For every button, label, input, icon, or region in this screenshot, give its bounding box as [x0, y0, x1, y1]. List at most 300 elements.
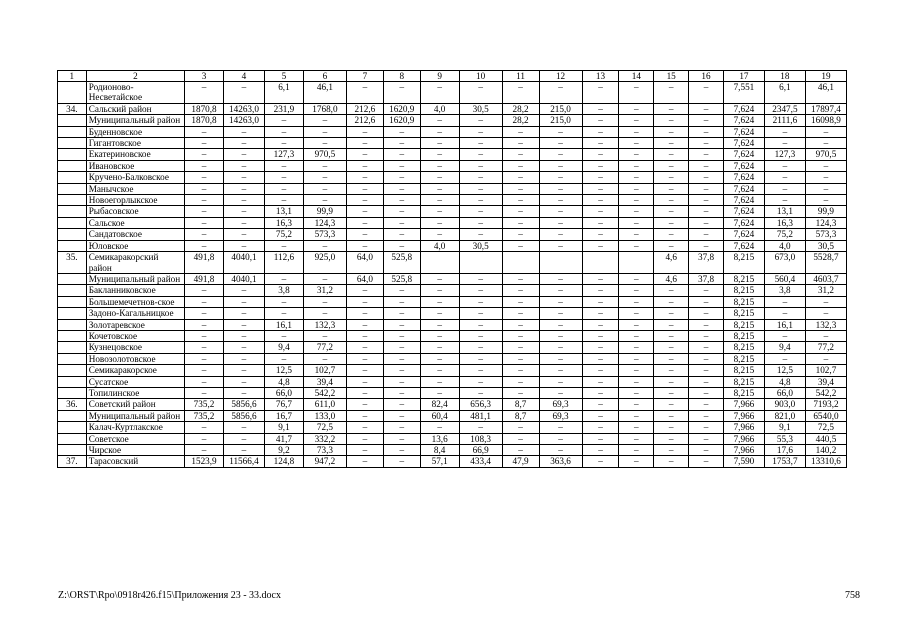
table-cell: 7,966 — [723, 422, 764, 433]
table-cell: 75,2 — [764, 229, 805, 240]
table-row — [58, 103, 847, 114]
table-cell: – — [459, 387, 502, 398]
table-cell: – — [185, 296, 224, 307]
table-row — [58, 115, 847, 126]
table-cell — [58, 296, 87, 307]
table-row — [58, 308, 847, 319]
table-cell: – — [185, 365, 224, 376]
table-cell: – — [582, 456, 619, 467]
table-cell: – — [689, 342, 724, 353]
table-cell: – — [185, 285, 224, 296]
table-cell — [58, 195, 87, 206]
table-cell: 140,2 — [805, 445, 846, 456]
table-cell: – — [185, 126, 224, 137]
header-cell: 10 — [459, 71, 502, 82]
table-cell: – — [459, 160, 502, 171]
row-name-cell: Манычское — [86, 183, 184, 194]
table-cell: – — [619, 240, 654, 251]
row-name-cell: Рыбасовское — [86, 206, 184, 217]
table-cell: 31,2 — [303, 285, 346, 296]
table-cell: 363,6 — [539, 456, 582, 467]
table-cell: – — [383, 376, 420, 387]
table-cell: – — [185, 160, 224, 171]
table-cell: – — [654, 399, 689, 410]
table-cell: – — [383, 342, 420, 353]
table-cell: – — [346, 365, 383, 376]
table-cell: 1753,7 — [764, 456, 805, 467]
table-row — [58, 410, 847, 421]
table-cell: 60,4 — [420, 410, 459, 421]
table-cell: – — [502, 126, 539, 137]
table-cell — [58, 206, 87, 217]
table-cell: – — [619, 160, 654, 171]
table-cell: 8,215 — [723, 353, 764, 364]
table-cell: 3,8 — [764, 285, 805, 296]
table-cell: 4040,1 — [223, 273, 264, 284]
table-cell: – — [383, 353, 420, 364]
table-cell: – — [689, 353, 724, 364]
table-cell: 7,624 — [723, 183, 764, 194]
table-cell: – — [582, 183, 619, 194]
table-cell: – — [420, 229, 459, 240]
table-cell: – — [619, 126, 654, 137]
table-cell: – — [539, 296, 582, 307]
table-cell: – — [502, 387, 539, 398]
table-cell: – — [764, 183, 805, 194]
table-cell: – — [459, 296, 502, 307]
table-cell: – — [223, 365, 264, 376]
table-cell: – — [689, 82, 724, 104]
table-cell: – — [420, 422, 459, 433]
table-cell: 112,6 — [264, 252, 303, 274]
table-cell: 6,1 — [264, 82, 303, 104]
table-cell: – — [459, 365, 502, 376]
table-cell: – — [502, 422, 539, 433]
table-cell: – — [582, 399, 619, 410]
table-cell: – — [185, 82, 224, 104]
table-cell: – — [185, 195, 224, 206]
table-cell: – — [264, 195, 303, 206]
table-cell: 821,0 — [764, 410, 805, 421]
table-cell: – — [654, 183, 689, 194]
table-cell: 8,215 — [723, 365, 764, 376]
table-cell: – — [619, 353, 654, 364]
row-name-cell: Тарасовский — [86, 456, 184, 467]
table-cell: – — [185, 138, 224, 149]
table-cell: – — [654, 410, 689, 421]
table-cell: – — [459, 183, 502, 194]
table-cell: – — [223, 387, 264, 398]
table-cell: – — [264, 160, 303, 171]
table-cell: 6540,0 — [805, 410, 846, 421]
table-cell: – — [264, 240, 303, 251]
row-name-cell: Сусатское — [86, 376, 184, 387]
table-cell: – — [582, 319, 619, 330]
table-cell: – — [502, 229, 539, 240]
table-cell: 14263,0 — [223, 115, 264, 126]
row-name-cell: Чирское — [86, 445, 184, 456]
table-cell: – — [582, 365, 619, 376]
table-cell: – — [654, 160, 689, 171]
table-cell: – — [383, 217, 420, 228]
table-cell: – — [502, 160, 539, 171]
table-cell: – — [654, 433, 689, 444]
table-row — [58, 206, 847, 217]
table-cell: 16,7 — [264, 410, 303, 421]
table-cell: – — [185, 183, 224, 194]
row-name-cell: Родионово-Несветайское — [86, 82, 184, 104]
table-cell — [539, 252, 582, 274]
table-row — [58, 252, 847, 274]
table-row — [58, 433, 847, 444]
table-cell: 36. — [58, 399, 87, 410]
table-cell: – — [539, 365, 582, 376]
table-cell: – — [346, 342, 383, 353]
table-cell: – — [502, 149, 539, 160]
table-cell: 542,2 — [805, 387, 846, 398]
table-cell: 8,215 — [723, 285, 764, 296]
table-cell: – — [764, 138, 805, 149]
table-row — [58, 149, 847, 160]
table-body — [58, 82, 847, 468]
table-cell: – — [654, 115, 689, 126]
table-cell: – — [420, 342, 459, 353]
table-cell: – — [764, 353, 805, 364]
table-cell: 4,8 — [764, 376, 805, 387]
table-cell: – — [346, 217, 383, 228]
table-cell: – — [303, 296, 346, 307]
table-cell — [58, 172, 87, 183]
table-cell: – — [539, 308, 582, 319]
table-cell: – — [346, 172, 383, 183]
table-cell: – — [459, 82, 502, 104]
table-cell: – — [689, 229, 724, 240]
table-cell: – — [420, 126, 459, 137]
table-cell: 16,3 — [764, 217, 805, 228]
header-cell: 8 — [383, 71, 420, 82]
table-header-row — [58, 71, 847, 82]
table-cell: – — [383, 160, 420, 171]
table-cell: – — [223, 342, 264, 353]
table-cell: – — [539, 126, 582, 137]
table-cell: – — [764, 172, 805, 183]
table-cell: – — [264, 330, 303, 341]
table-cell: – — [689, 296, 724, 307]
table-cell: – — [420, 308, 459, 319]
table-cell: – — [223, 82, 264, 104]
table-cell — [58, 387, 87, 398]
table-cell: – — [689, 126, 724, 137]
row-name-cell: Новозолотовское — [86, 353, 184, 364]
table-cell: – — [223, 126, 264, 137]
table-cell: 37,8 — [689, 252, 724, 274]
table-cell: – — [764, 308, 805, 319]
table-cell: – — [689, 183, 724, 194]
table-cell: – — [459, 172, 502, 183]
table-cell: 491,8 — [185, 252, 224, 274]
row-name-cell: Кручено-Балковское — [86, 172, 184, 183]
table-cell: – — [346, 319, 383, 330]
row-name-cell: Сальское — [86, 217, 184, 228]
table-cell: – — [582, 149, 619, 160]
table-cell: – — [264, 273, 303, 284]
table-cell: 491,8 — [185, 273, 224, 284]
table-cell: – — [619, 456, 654, 467]
table-cell: – — [223, 422, 264, 433]
table-cell: – — [619, 330, 654, 341]
table-cell: – — [539, 160, 582, 171]
table-cell: 215,0 — [539, 103, 582, 114]
table-cell: 440,5 — [805, 433, 846, 444]
table-cell: – — [582, 308, 619, 319]
row-name-cell: Кочетовское — [86, 330, 184, 341]
table-cell — [58, 342, 87, 353]
table-cell: 66,0 — [264, 387, 303, 398]
table-cell: – — [689, 387, 724, 398]
table-cell: – — [539, 319, 582, 330]
row-name-cell: Муниципальный район — [86, 115, 184, 126]
table-cell — [58, 410, 87, 421]
table-cell: – — [764, 126, 805, 137]
table-cell: – — [582, 296, 619, 307]
table-cell: 673,0 — [764, 252, 805, 274]
table-cell — [502, 252, 539, 274]
table-cell: – — [539, 422, 582, 433]
table-cell: – — [459, 353, 502, 364]
table-cell: – — [654, 138, 689, 149]
table-row — [58, 296, 847, 307]
table-cell: – — [223, 240, 264, 251]
table-cell: – — [303, 183, 346, 194]
table-cell: – — [420, 330, 459, 341]
header-cell: 9 — [420, 71, 459, 82]
table-cell: – — [689, 308, 724, 319]
table-cell: 127,3 — [764, 149, 805, 160]
table-cell: – — [420, 387, 459, 398]
table-cell: – — [459, 229, 502, 240]
table-cell: 75,2 — [264, 229, 303, 240]
table-cell: 13310,6 — [805, 456, 846, 467]
table-cell: – — [346, 206, 383, 217]
table-cell: 1768,0 — [303, 103, 346, 114]
header-cell: 14 — [619, 71, 654, 82]
table-cell: – — [459, 138, 502, 149]
table-cell: – — [383, 138, 420, 149]
table-cell: 7,590 — [723, 456, 764, 467]
table-cell: – — [346, 456, 383, 467]
table-cell: – — [346, 285, 383, 296]
table-cell: 28,2 — [502, 115, 539, 126]
table-cell: – — [619, 273, 654, 284]
table-row — [58, 422, 847, 433]
table-cell: – — [582, 229, 619, 240]
table-cell: – — [420, 273, 459, 284]
table-cell: – — [582, 422, 619, 433]
table-cell: – — [346, 296, 383, 307]
table-cell: – — [459, 115, 502, 126]
table-cell: – — [264, 115, 303, 126]
table-cell: – — [689, 195, 724, 206]
table-cell: 12,5 — [764, 365, 805, 376]
table-cell: 99,9 — [805, 206, 846, 217]
table-cell — [58, 319, 87, 330]
table-cell: – — [764, 160, 805, 171]
table-cell: 7,624 — [723, 229, 764, 240]
table-cell: – — [383, 456, 420, 467]
table-cell: – — [459, 308, 502, 319]
header-cell: 7 — [346, 71, 383, 82]
header-cell: 11 — [502, 71, 539, 82]
table-cell — [58, 240, 87, 251]
table-cell: 7,624 — [723, 115, 764, 126]
table-cell: – — [619, 342, 654, 353]
table-cell: – — [420, 149, 459, 160]
table-cell: – — [619, 319, 654, 330]
table-cell: – — [539, 387, 582, 398]
table-cell: – — [502, 296, 539, 307]
table-cell: 5856,6 — [223, 410, 264, 421]
row-name-cell: Семикаракорское — [86, 365, 184, 376]
table-cell: 573,3 — [303, 229, 346, 240]
table-cell — [58, 126, 87, 137]
table-cell: – — [689, 160, 724, 171]
table-cell: 7,624 — [723, 195, 764, 206]
table-cell: – — [264, 172, 303, 183]
table-cell: – — [459, 285, 502, 296]
table-cell: 9,4 — [764, 342, 805, 353]
table-cell: – — [619, 138, 654, 149]
table-row — [58, 353, 847, 364]
table-cell: 77,2 — [303, 342, 346, 353]
table-cell: 9,2 — [264, 445, 303, 456]
table-cell — [58, 160, 87, 171]
table-cell: – — [502, 206, 539, 217]
table-cell: 6,1 — [764, 82, 805, 104]
table-cell: 7,624 — [723, 126, 764, 137]
table-cell — [58, 273, 87, 284]
table-cell: – — [223, 445, 264, 456]
table-cell: 69,3 — [539, 410, 582, 421]
table-row — [58, 330, 847, 341]
table-cell: 132,3 — [805, 319, 846, 330]
row-name-cell: Юловское — [86, 240, 184, 251]
table-cell: – — [420, 195, 459, 206]
table-cell: 8,215 — [723, 342, 764, 353]
table-cell: 34. — [58, 103, 87, 114]
table-cell: – — [346, 387, 383, 398]
table-cell: – — [654, 376, 689, 387]
header-cell: 19 — [805, 71, 846, 82]
table-cell: – — [459, 330, 502, 341]
table-row — [58, 183, 847, 194]
table-cell: – — [223, 376, 264, 387]
table-cell: 102,7 — [805, 365, 846, 376]
table-cell: – — [654, 330, 689, 341]
table-cell: – — [223, 217, 264, 228]
table-cell: – — [805, 138, 846, 149]
table-cell: 1620,9 — [383, 115, 420, 126]
table-cell: 30,5 — [459, 240, 502, 251]
table-cell: – — [764, 330, 805, 341]
table-cell — [58, 376, 87, 387]
table-cell: 735,2 — [185, 399, 224, 410]
table-cell: – — [223, 160, 264, 171]
table-cell: – — [619, 206, 654, 217]
table-cell — [58, 285, 87, 296]
table-cell: – — [805, 353, 846, 364]
table-cell: 16,1 — [264, 319, 303, 330]
table-cell: – — [539, 342, 582, 353]
table-cell: – — [539, 330, 582, 341]
table-cell: – — [383, 195, 420, 206]
page-number: 758 — [845, 590, 860, 601]
header-cell: 12 — [539, 71, 582, 82]
table-cell: 4040,1 — [223, 252, 264, 274]
table-cell: – — [619, 296, 654, 307]
header-cell: 17 — [723, 71, 764, 82]
table-cell: – — [539, 285, 582, 296]
table-cell: 127,3 — [264, 149, 303, 160]
table-cell: – — [185, 319, 224, 330]
table-cell: 4,0 — [764, 240, 805, 251]
table-cell: 16098,9 — [805, 115, 846, 126]
table-cell: – — [619, 285, 654, 296]
table-cell: 8,215 — [723, 308, 764, 319]
table-cell: – — [420, 206, 459, 217]
table-row — [58, 399, 847, 410]
table-cell — [58, 433, 87, 444]
table-cell: – — [223, 433, 264, 444]
table-cell: 1870,8 — [185, 103, 224, 114]
table-cell: – — [539, 138, 582, 149]
table-cell: – — [346, 229, 383, 240]
table-cell: – — [654, 195, 689, 206]
table-cell: 37,8 — [689, 273, 724, 284]
table-cell: 7,966 — [723, 410, 764, 421]
table-cell: 39,4 — [805, 376, 846, 387]
table-cell: – — [420, 115, 459, 126]
table-cell: – — [539, 240, 582, 251]
table-cell: – — [582, 445, 619, 456]
table-cell: 11566,4 — [223, 456, 264, 467]
table-cell: – — [689, 172, 724, 183]
table-cell: 8,215 — [723, 252, 764, 274]
table-cell: 525,8 — [383, 273, 420, 284]
table-cell — [58, 229, 87, 240]
row-name-cell: Калач-Куртлакское — [86, 422, 184, 433]
table-cell: – — [185, 217, 224, 228]
header-cell: 2 — [86, 71, 184, 82]
row-name-cell: Муниципальный район — [86, 410, 184, 421]
table-cell: 28,2 — [502, 103, 539, 114]
table-cell: 31,2 — [805, 285, 846, 296]
row-name-cell: Муниципальный район — [86, 273, 184, 284]
table-cell: 8,4 — [420, 445, 459, 456]
table-cell: – — [502, 376, 539, 387]
header-cell: 6 — [303, 71, 346, 82]
table-cell: – — [619, 149, 654, 160]
table-row — [58, 456, 847, 467]
row-name-cell: Ивановское — [86, 160, 184, 171]
table-cell: – — [346, 126, 383, 137]
table-cell: – — [383, 296, 420, 307]
table-cell: – — [264, 126, 303, 137]
table-cell: – — [582, 353, 619, 364]
table-cell — [58, 353, 87, 364]
table-cell: – — [689, 330, 724, 341]
table-cell: 64,0 — [346, 252, 383, 274]
table-cell: – — [689, 138, 724, 149]
